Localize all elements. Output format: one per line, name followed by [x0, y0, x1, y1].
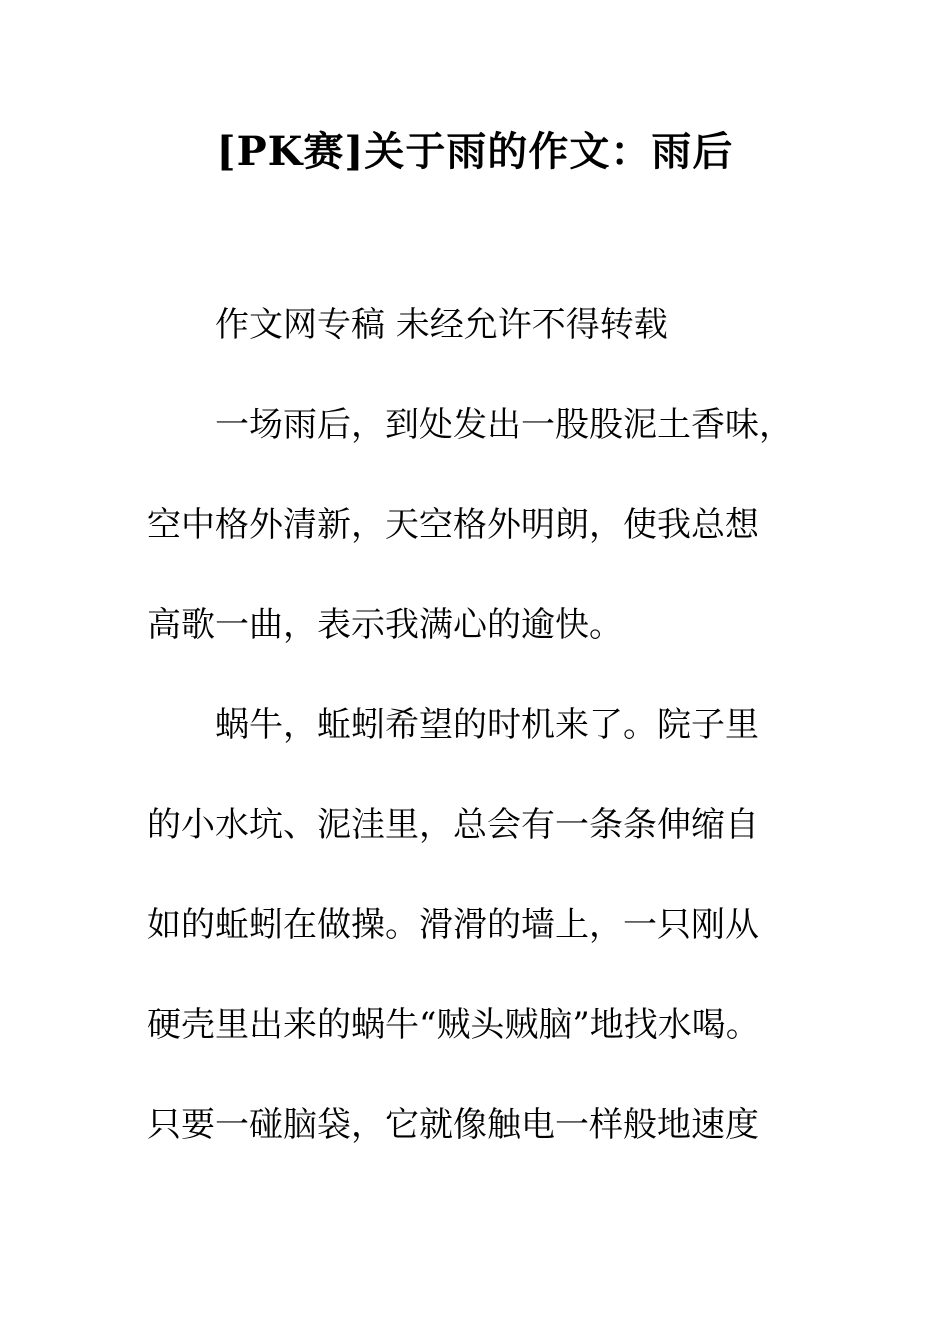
document-title: [PK赛]关于雨的作文：雨后 — [216, 128, 734, 175]
paragraph-line: 作文网专稿 未经允许不得转载 — [215, 305, 668, 345]
paragraph-line: 空中格外清新，天空格外明朗，使我总想 — [147, 505, 759, 545]
paragraph-line: 只要一碰脑袋，它就像触电一样般地速度 — [147, 1105, 759, 1145]
paragraph-line: 高歌一曲，表示我满心的逾快。 — [147, 605, 623, 645]
paragraph-line: 如的蚯蚓在做操。滑滑的墙上，一只刚从 — [147, 905, 759, 945]
paragraph-line: 一场雨后，到处发出一股股泥土香味， — [215, 405, 793, 445]
paragraph-line: 蜗牛，蚯蚓希望的时机来了。院子里 — [215, 705, 759, 745]
paragraph-line: 硬壳里出来的蜗牛“贼头贼脑”地找水喝。 — [147, 1005, 760, 1045]
paragraph-line: 的小水坑、泥洼里，总会有一条条伸缩自 — [147, 805, 759, 845]
